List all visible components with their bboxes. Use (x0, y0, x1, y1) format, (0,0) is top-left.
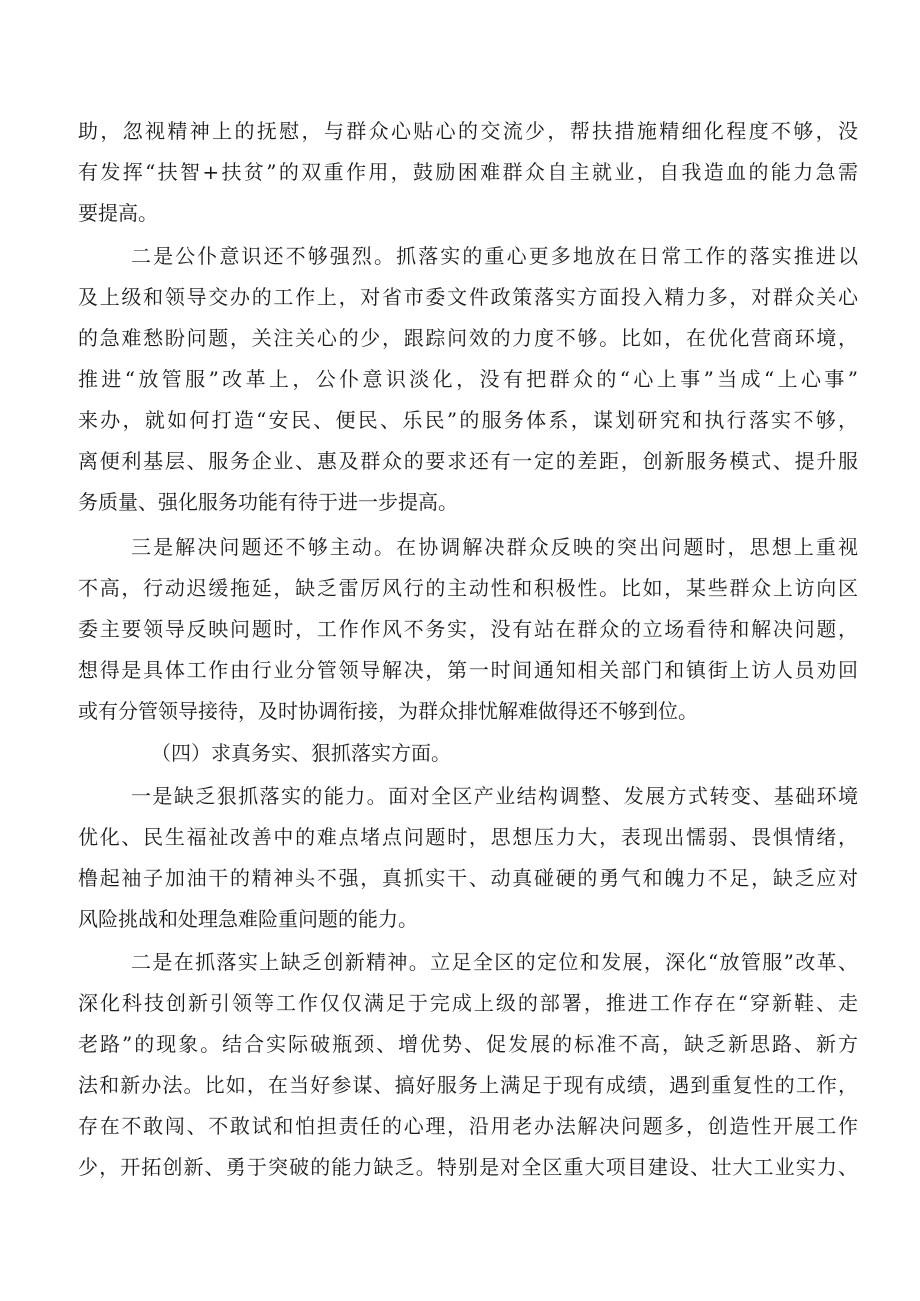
text-line: 风险挑战和处理急难险重问题的能力。 (78, 907, 418, 931)
paragraph-start-line: 二是公仆意识还不够强烈。抓落实的重心更多地放在日常工作的落实推进以 (131, 244, 858, 268)
text-line: 及上级和领导交办的工作上，对省市委文件政策落实方面投入精力多，对群众关心 (78, 285, 858, 309)
text-line: 助，忽视精神上的抚慰，与群众心贴心的交流少，帮扶措施精细化程度不够，没 (78, 119, 858, 143)
text-line: 想得是具体工作由行业分管领导解决，第一时间通知相关部门和镇街上访人员劝回 (78, 658, 858, 682)
paragraph-start-line: 三是解决问题还不够主动。在协调解决群众反映的突出问题时，思想上重视 (131, 535, 858, 559)
text-line: 橹起袖子加油干的精神头不强，真抓实干、动真碰硬的勇气和魄力不足，缺乏应对 (78, 866, 858, 890)
paragraph-start-line: 一是缺乏狠抓落实的能力。面对全区产业结构调整、发展方式转变、基础环境 (131, 784, 858, 808)
text-line: 深化科技创新引领等工作仅仅满足于完成上级的部署，推进工作存在“穿新鞋、走 (78, 991, 858, 1015)
text-line: 离便利基层、服务企业、惠及群众的要求还有一定的差距，创新服务模式、提升服 (78, 449, 858, 473)
section-heading: （四）求真务实、狠抓落实方面。 (151, 741, 451, 765)
text-line: 少，开拓创新、勇于突破的能力缺乏。特别是对全区重大项目建设、壮大工业实力、 (78, 1155, 858, 1179)
text-line: 推进“放管服”改革上，公仆意识淡化，没有把群众的“心上事”当成“上心事” (78, 367, 858, 391)
text-line: 优化、民生福祉改善中的难点堵点问题时，思想压力大，表现出懦弱、畏惧情绪， (78, 825, 858, 849)
text-line: 老路”的现象。结合实际破瓶颈、增优势、促发展的标准不高，缺乏新思路、新方 (78, 1032, 858, 1056)
text-line: 要提高。 (78, 201, 158, 225)
text-line: 不高，行动迟缓拖延，缺乏雷厉风行的主动性和积极性。比如，某些群众上访向区 (78, 576, 858, 600)
text-line: 务质量、强化服务功能有待于进一步提高。 (78, 490, 458, 514)
text-line: 的急难愁盼问题，关注关心的少，跟踪问效的力度不够。比如，在优化营商环境， (78, 326, 858, 350)
text-line: 存在不敢闯、不敢试和怕担责任的心理，沿用老办法解决问题多，创造性开展工作 (78, 1114, 858, 1138)
text-line: 来办，就如何打造“安民、便民、乐民”的服务体系，谋划研究和执行落实不够， (78, 408, 858, 432)
paragraph-start-line: 二是在抓落实上缺乏创新精神。立足全区的定位和发展，深化“放管服”改革、 (131, 950, 858, 974)
text-line: 或有分管领导接待，及时协调衔接，为群众排忧解难做得还不够到位。 (78, 699, 698, 723)
text-line: 有发挥“扶智+扶贫”的双重作用，鼓励困难群众自主就业，自我造血的能力急需 (78, 160, 858, 184)
text-line: 法和新办法。比如，在当好参谋、搞好服务上满足于现有成绩，遇到重复性的工作， (78, 1073, 858, 1097)
text-line: 委主要领导反映问题时，工作作风不务实，没有站在群众的立场看待和解决问题， (78, 617, 858, 641)
